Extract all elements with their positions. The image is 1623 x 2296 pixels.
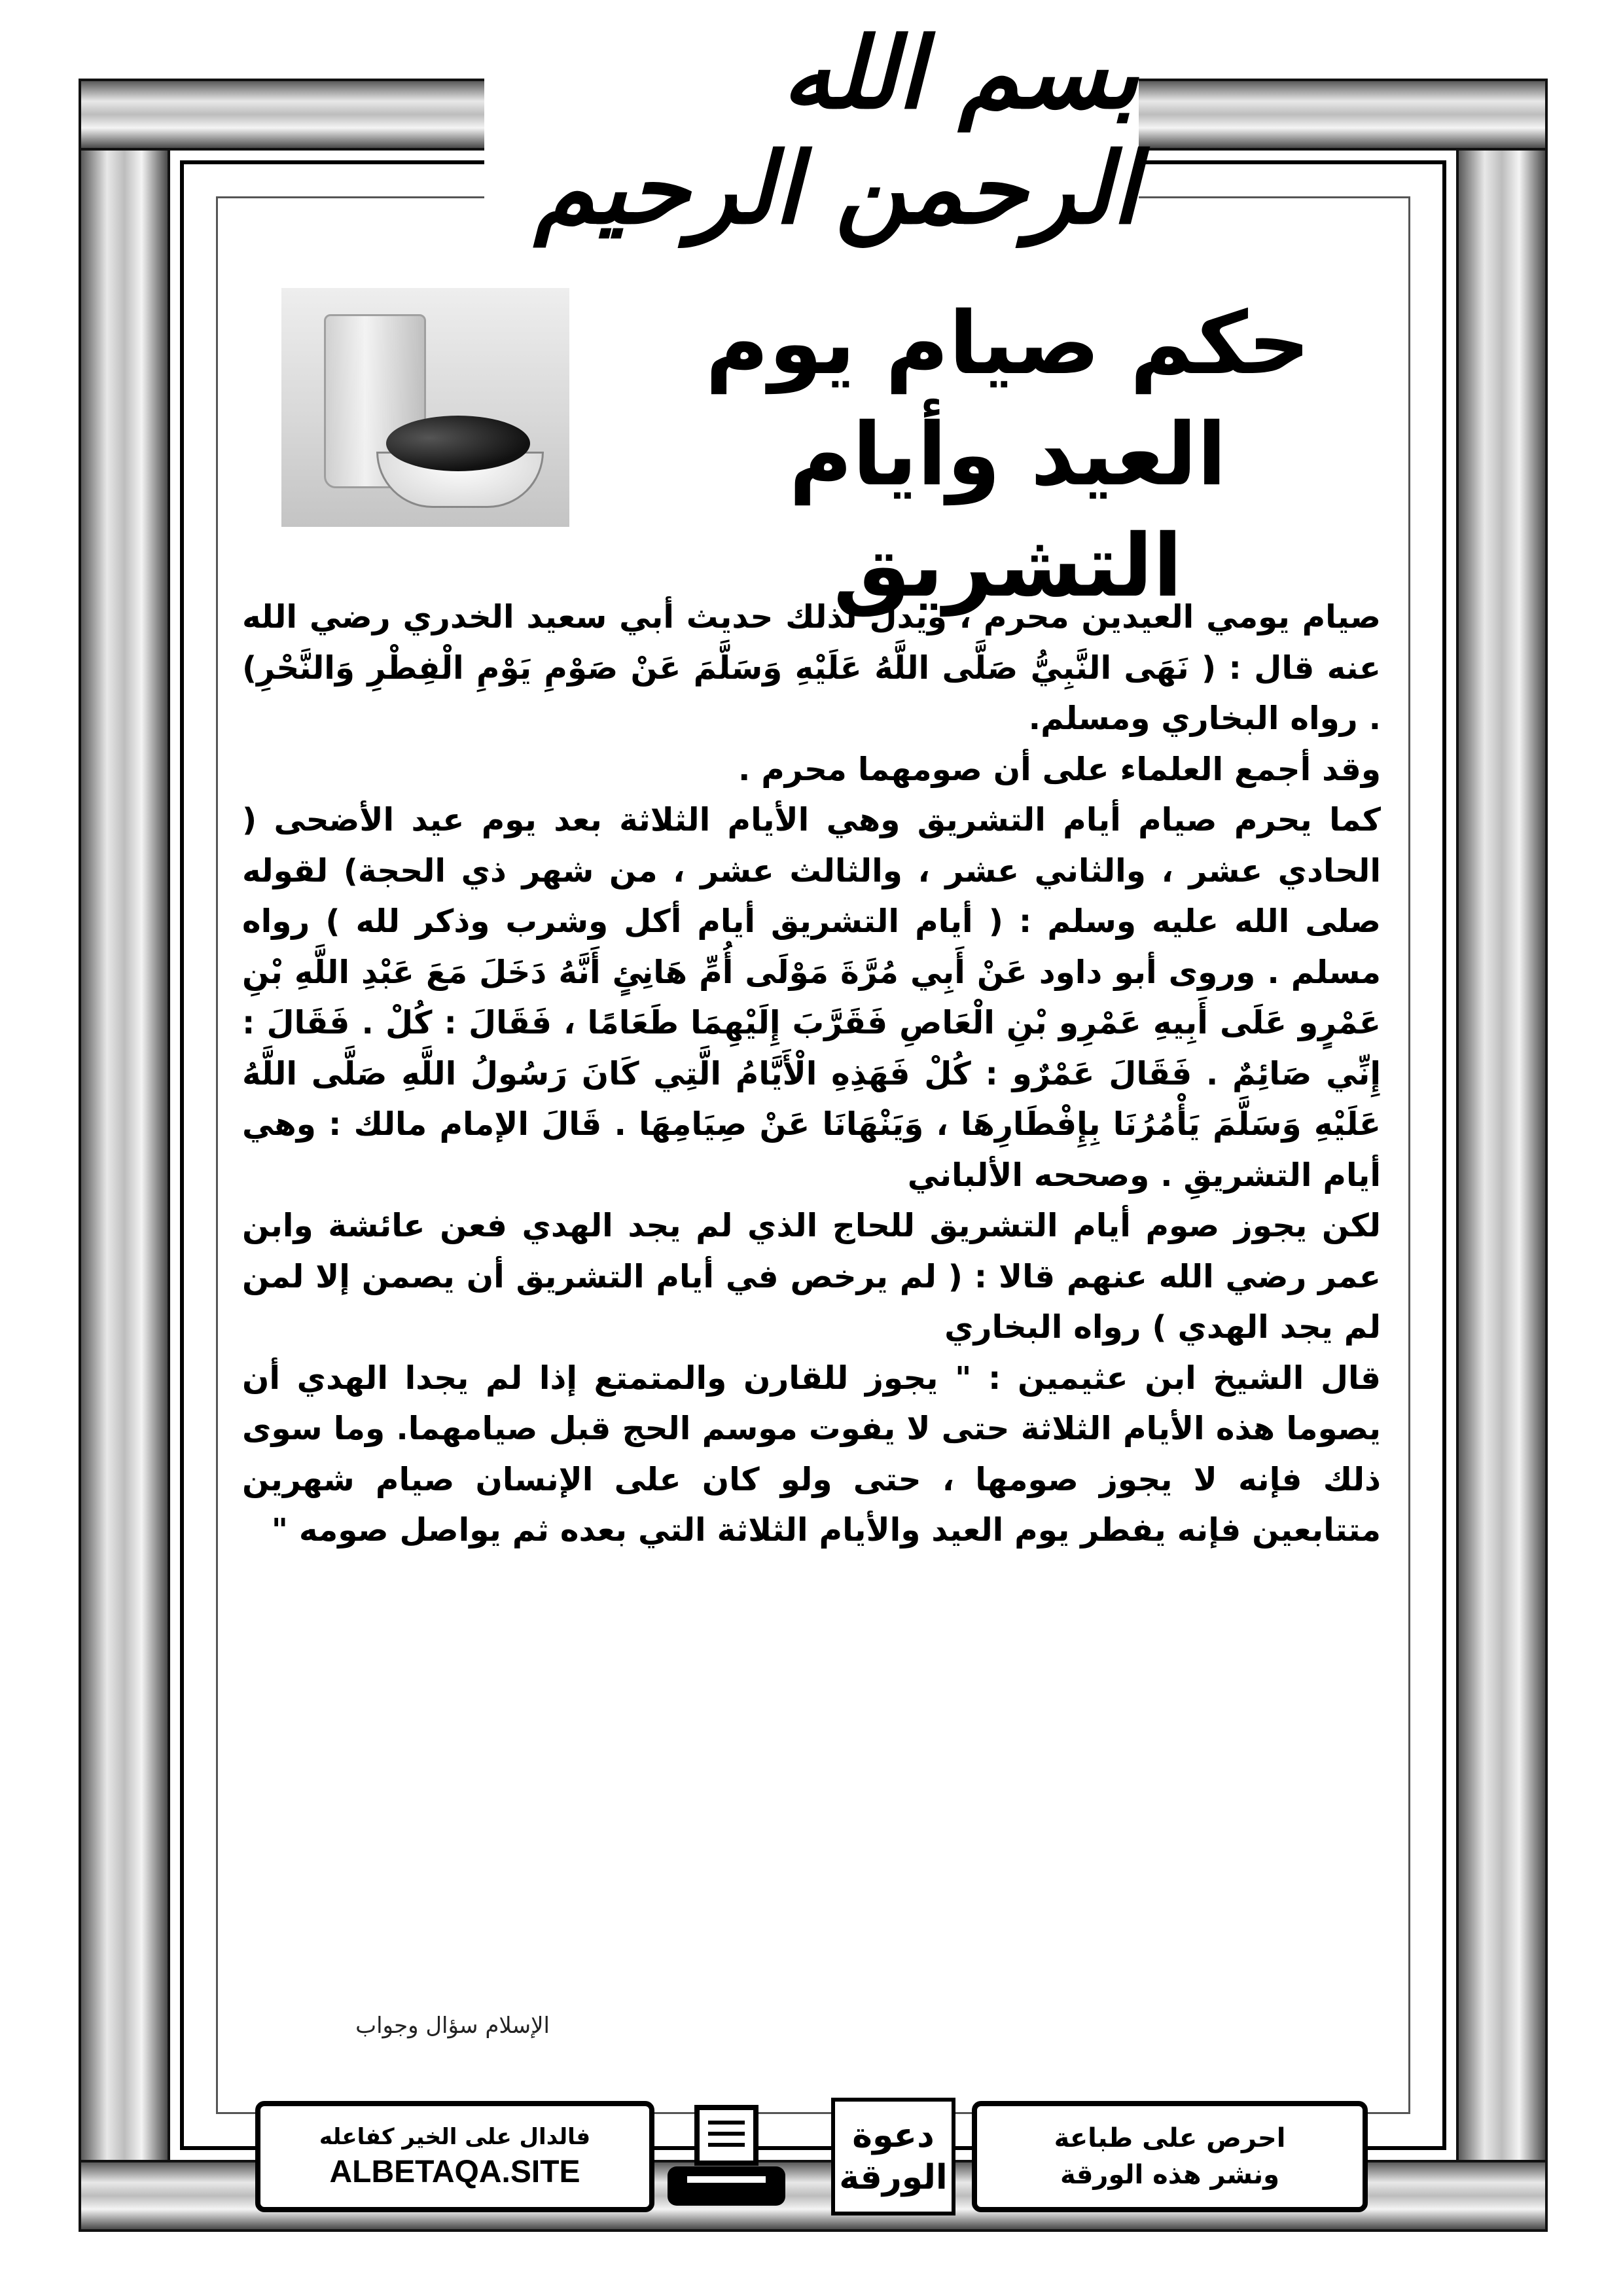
paragraph: لكن يجوز صوم أيام التشريق للحاج الذي لم يجد الهدي فعن عائشة وابن عمر رضي الله عنهم قالا : ( لم يرخص في أيام التشريق أن يصمن إلا لمن لم يجد الهدي ) رواه البخاري: [242, 1208, 1381, 1346]
water-and-dates-photo: [281, 288, 569, 527]
frame-right-bar: [1456, 79, 1548, 2232]
frame-top-right-bar: [1126, 79, 1548, 151]
basmala-calligraphy: بسم الله الرحمن الرحيم: [484, 46, 1139, 216]
printer-icon: [661, 2104, 792, 2212]
footer-site-box: [255, 2101, 654, 2212]
paragraph: صيام يومي العيدين محرم ، ويدل لذلك حديث أبي سعيد الخدري رضي الله عنه قال : ( نَهَى النَّبِيُّ صَلَّى اللَّهُ عَلَيْهِ وَسَلَّمَ عَنْ صَوْمِ يَوْمِ الْفِطْرِ وَالنَّحْرِ) . رواه البخاري ومسلم.: [242, 599, 1381, 737]
source-attribution: الإسلام سؤال وجواب: [355, 2013, 550, 2039]
logo-line-2: الورقة: [839, 2158, 948, 2197]
article-body: [242, 592, 1381, 1556]
dawa-wa-waraqa-logo: [831, 2098, 955, 2215]
footer-site-link[interactable]: ALBETAQA.SITE: [329, 2154, 580, 2189]
page-title: [615, 288, 1400, 617]
dates: [386, 416, 530, 471]
title-line-2: العيد وأيام التشريق: [789, 404, 1227, 617]
footer-print-note-2: ونشر هذه الورقة: [1060, 2160, 1280, 2190]
paragraph: قال الشيخ ابن عثيمين : " يجوز للقارن والمتمتع إذا لم يجدا الهدي أن يصوما هذه الأيام الثلاثة حتى لا يفوت موسم الحج قبل صيامهما. وما سوى ذلك فإنه لا يجوز صومها ، حتى ولو كان على الإنسان صيام شهرين متتابعين فإنه يفطر يوم العيد والأيام الثلاثة التي بعده ثم يواصل صومه ": [242, 1359, 1381, 1549]
frame-top-left-bar: [79, 79, 497, 151]
footer-print-note-1: احرص على طباعة: [1054, 2123, 1286, 2153]
paragraph: وقد أجمع العلماء على أن صومهما محرم .: [738, 751, 1381, 788]
frame-left-bar: [79, 79, 170, 2232]
footer-print-note-box: [972, 2101, 1368, 2212]
paragraph: كما يحرم صيام أيام التشريق وهي الأيام الثلاثة بعد يوم عيد الأضحى ( الحادي عشر ، والثاني عشر ، والثالث عشر ، من شهر ذي الحجة) لقوله صلى الله عليه وسلم : ( أيام التشريق أيام أكل وشرب وذكر لله ) رواه مسلم . وروى أبو داود عَنْ أَبِي مُرَّةَ مَوْلَى أُمِّ هَانِئٍ أَنَّهُ دَخَلَ مَعَ عَبْدِ اللَّهِ بْنِ عَمْرٍو عَلَى أَبِيهِ عَمْرِو بْنِ الْعَاصِ فَقَرَّبَ إِلَيْهِمَا طَعَامًا ، فَقَالَ : كُلْ . فَقَالَ : إِنِّي صَائِمٌ . فَقَالَ عَمْرٌو : كُلْ فَهَذِهِ الْأَيَّامُ الَّتِي كَانَ رَسُولُ اللَّهِ صَلَّى اللَّهُ عَلَيْهِ وَسَلَّمَ يَأْمُرُنَا بِإِفْطَارِهَا ، وَيَنْهَانَا عَنْ صِيَامِهَا . قَالَ الإمام مالك : وهي أيام التشريقِ . وصححه الألباني: [242, 802, 1381, 1194]
logo-line-1: دعوة: [852, 2116, 935, 2155]
title-line-1: حكم صيام يوم: [705, 293, 1311, 394]
footer-motto: فالدال على الخير كفاعله: [319, 2123, 591, 2150]
